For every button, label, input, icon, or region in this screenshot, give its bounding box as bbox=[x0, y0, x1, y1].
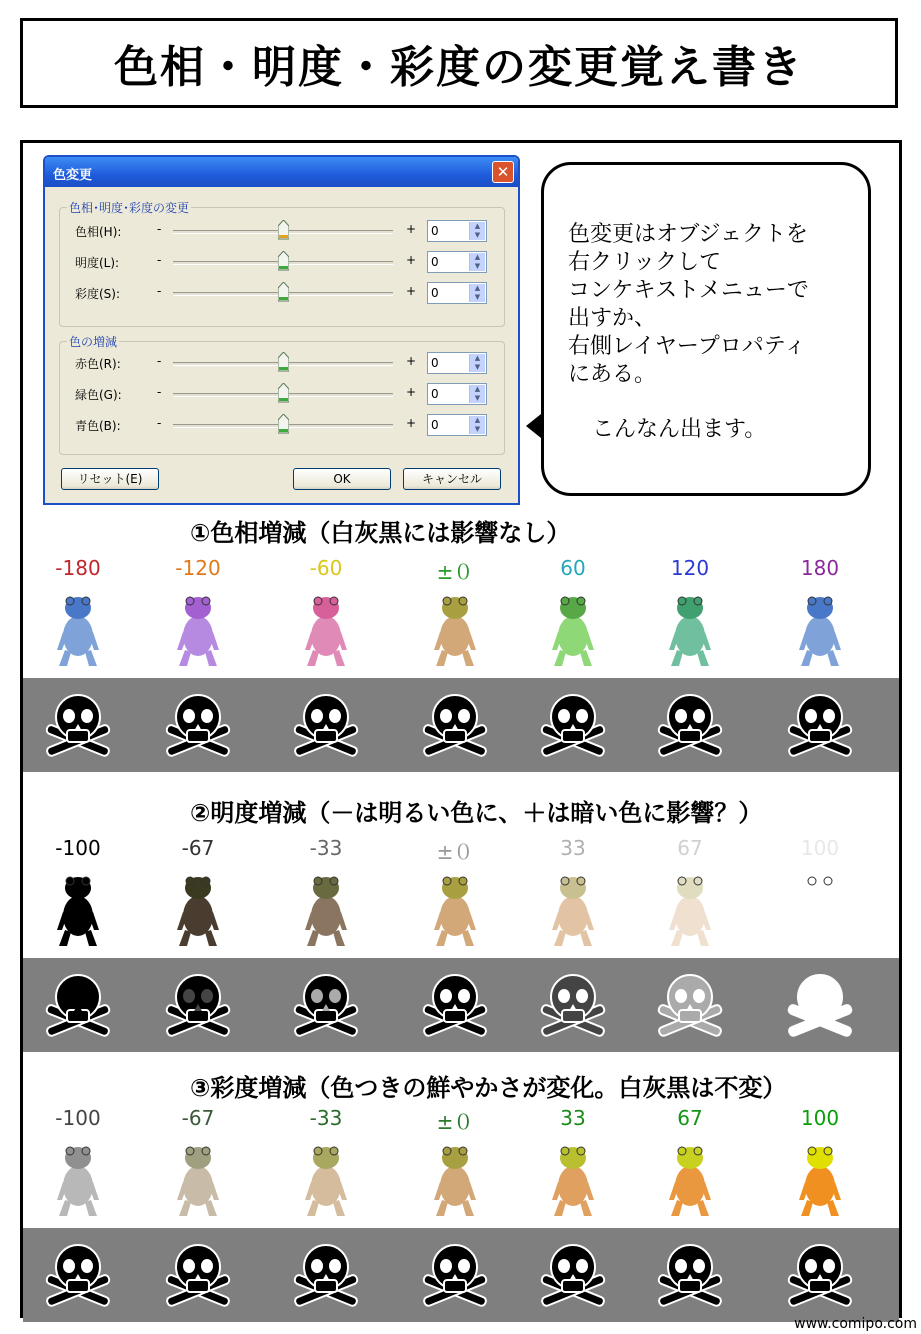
value-label: -180 bbox=[55, 556, 101, 580]
section-title: ①色相増減（白灰黒には影響なし） bbox=[190, 519, 571, 547]
frog-figure bbox=[665, 872, 715, 954]
value-label: -33 bbox=[309, 1106, 343, 1130]
value-spinner[interactable] bbox=[427, 220, 487, 242]
section-title: ②明度増減（－は明るい色に、＋は暗い色に影響？） bbox=[190, 799, 763, 827]
value-label: 67 bbox=[677, 836, 703, 860]
skull-icon bbox=[291, 970, 361, 1044]
minus-label: - bbox=[157, 385, 162, 399]
skull-icon bbox=[785, 690, 855, 764]
frog-figure bbox=[665, 592, 715, 674]
value-spinner[interactable] bbox=[427, 251, 487, 273]
value-label: ±０ bbox=[436, 1110, 474, 1134]
value-spinner[interactable] bbox=[427, 414, 487, 436]
page-title-box bbox=[20, 18, 898, 108]
hsl-group-label: 色相･明度･彩度の変更 bbox=[69, 201, 190, 215]
spinner-buttons[interactable]: ▲ ▼ bbox=[469, 385, 485, 403]
callout-arrow-text: こんなん出ます。 bbox=[592, 417, 767, 442]
minus-label: - bbox=[157, 284, 162, 298]
value-label: ±０ bbox=[436, 560, 474, 584]
close-button[interactable]: ✕ bbox=[492, 161, 514, 183]
value-spinner[interactable] bbox=[427, 383, 487, 405]
frog-figure bbox=[173, 592, 223, 674]
frog-figure bbox=[548, 872, 598, 954]
callout-bubble bbox=[541, 162, 871, 496]
frog-figure bbox=[53, 872, 103, 954]
plus-label: + bbox=[406, 253, 417, 267]
slider-thumb[interactable] bbox=[278, 220, 289, 240]
spinner-value: 0 bbox=[431, 356, 439, 370]
value-label: -60 bbox=[309, 556, 343, 580]
skull-icon bbox=[420, 1240, 490, 1314]
spinner-value: 0 bbox=[431, 255, 439, 269]
spinner-buttons[interactable]: ▲ ▼ bbox=[469, 222, 485, 240]
plus-label: + bbox=[406, 354, 417, 368]
value-label: 33 bbox=[560, 836, 586, 860]
frog-figure bbox=[53, 1142, 103, 1224]
spinner-value: 0 bbox=[431, 224, 439, 238]
spinner-buttons[interactable]: ▲ ▼ bbox=[469, 253, 485, 271]
frog-figure bbox=[301, 1142, 351, 1224]
slider-thumb[interactable] bbox=[278, 352, 289, 372]
frog-figure bbox=[548, 1142, 598, 1224]
value-spinner[interactable] bbox=[427, 352, 487, 374]
frog-figure bbox=[173, 1142, 223, 1224]
footer-url: www.comipo.com bbox=[794, 1316, 917, 1332]
spinner-value: 0 bbox=[431, 387, 439, 401]
skull-icon bbox=[538, 970, 608, 1044]
frog-figure bbox=[430, 1142, 480, 1224]
minus-label: - bbox=[157, 354, 162, 368]
skull-icon bbox=[785, 970, 855, 1044]
callout-text: 色変更はオブジェクトを 右クリックして コンケキストメニューで 出すか、 右側レイヤープロパティ にある。 bbox=[568, 222, 809, 387]
value-label: 100 bbox=[800, 836, 840, 860]
skull-icon bbox=[163, 690, 233, 764]
frog-figure bbox=[795, 872, 845, 954]
skull-icon bbox=[655, 970, 725, 1044]
spinner-value: 0 bbox=[431, 286, 439, 300]
spinner-buttons[interactable]: ▲ ▼ bbox=[469, 284, 485, 302]
skull-icon bbox=[655, 690, 725, 764]
value-spinner[interactable] bbox=[427, 282, 487, 304]
value-label: -100 bbox=[55, 836, 101, 860]
spinner-value: 0 bbox=[431, 418, 439, 432]
slider-label: 明度(L): bbox=[75, 256, 120, 270]
value-label: 33 bbox=[560, 1106, 586, 1130]
value-label: 180 bbox=[800, 556, 840, 580]
frog-figure bbox=[53, 592, 103, 674]
skull-icon bbox=[291, 690, 361, 764]
color-change-dialog bbox=[43, 155, 520, 505]
skull-icon bbox=[163, 1240, 233, 1314]
plus-label: + bbox=[406, 222, 417, 236]
minus-label: - bbox=[157, 222, 162, 236]
minus-label: - bbox=[157, 416, 162, 430]
skull-icon bbox=[420, 970, 490, 1044]
plus-label: + bbox=[406, 284, 417, 298]
section-title: ③彩度増減（色つきの鮮やかさが変化。白灰黒は不変） bbox=[190, 1074, 787, 1102]
cancel-button[interactable]: キャンセル bbox=[403, 468, 501, 490]
skull-icon bbox=[538, 1240, 608, 1314]
plus-label: + bbox=[406, 385, 417, 399]
skull-icon bbox=[538, 690, 608, 764]
value-label: 67 bbox=[677, 1106, 703, 1130]
slider-thumb[interactable] bbox=[278, 383, 289, 403]
rgb-group-label: 色の増減 bbox=[69, 335, 118, 349]
slider-thumb[interactable] bbox=[278, 414, 289, 434]
value-label: 120 bbox=[670, 556, 710, 580]
skull-icon bbox=[43, 970, 113, 1044]
slider-thumb[interactable] bbox=[278, 251, 289, 271]
skull-icon bbox=[43, 690, 113, 764]
frog-figure bbox=[665, 1142, 715, 1224]
skull-icon bbox=[291, 1240, 361, 1314]
spinner-buttons[interactable]: ▲ ▼ bbox=[469, 416, 485, 434]
frog-figure bbox=[301, 592, 351, 674]
frog-figure bbox=[301, 872, 351, 954]
frog-figure bbox=[430, 592, 480, 674]
slider-label: 青色(B): bbox=[75, 419, 121, 433]
slider-thumb[interactable] bbox=[278, 282, 289, 302]
frog-figure bbox=[548, 592, 598, 674]
value-label: 60 bbox=[560, 556, 586, 580]
slider-label: 赤色(R): bbox=[75, 357, 121, 371]
skull-icon bbox=[420, 690, 490, 764]
reset-button[interactable]: リセット(E) bbox=[61, 468, 159, 490]
dialog-title: 色変更 bbox=[53, 168, 93, 183]
skull-icon bbox=[163, 970, 233, 1044]
value-label: ±０ bbox=[436, 840, 474, 864]
page-title: 色相・明度・彩度の変更覚え書き bbox=[114, 42, 804, 93]
frog-figure bbox=[795, 592, 845, 674]
value-label: -100 bbox=[55, 1106, 101, 1130]
frog-figure bbox=[795, 1142, 845, 1224]
ok-button[interactable]: OK bbox=[293, 468, 391, 490]
skull-icon bbox=[785, 1240, 855, 1314]
value-label: -33 bbox=[309, 836, 343, 860]
value-label: -67 bbox=[181, 1106, 215, 1130]
frog-figure bbox=[430, 872, 480, 954]
slider-label: 色相(H): bbox=[75, 225, 122, 239]
value-label: 100 bbox=[800, 1106, 840, 1130]
frog-figure bbox=[173, 872, 223, 954]
skull-icon bbox=[43, 1240, 113, 1314]
spinner-buttons[interactable]: ▲ ▼ bbox=[469, 354, 485, 372]
skull-icon bbox=[655, 1240, 725, 1314]
value-label: -67 bbox=[181, 836, 215, 860]
minus-label: - bbox=[157, 253, 162, 267]
slider-label: 彩度(S): bbox=[75, 287, 121, 301]
plus-label: + bbox=[406, 416, 417, 430]
value-label: -120 bbox=[175, 556, 221, 580]
dialog-titlebar[interactable] bbox=[45, 157, 518, 187]
slider-label: 緑色(G): bbox=[75, 388, 122, 402]
